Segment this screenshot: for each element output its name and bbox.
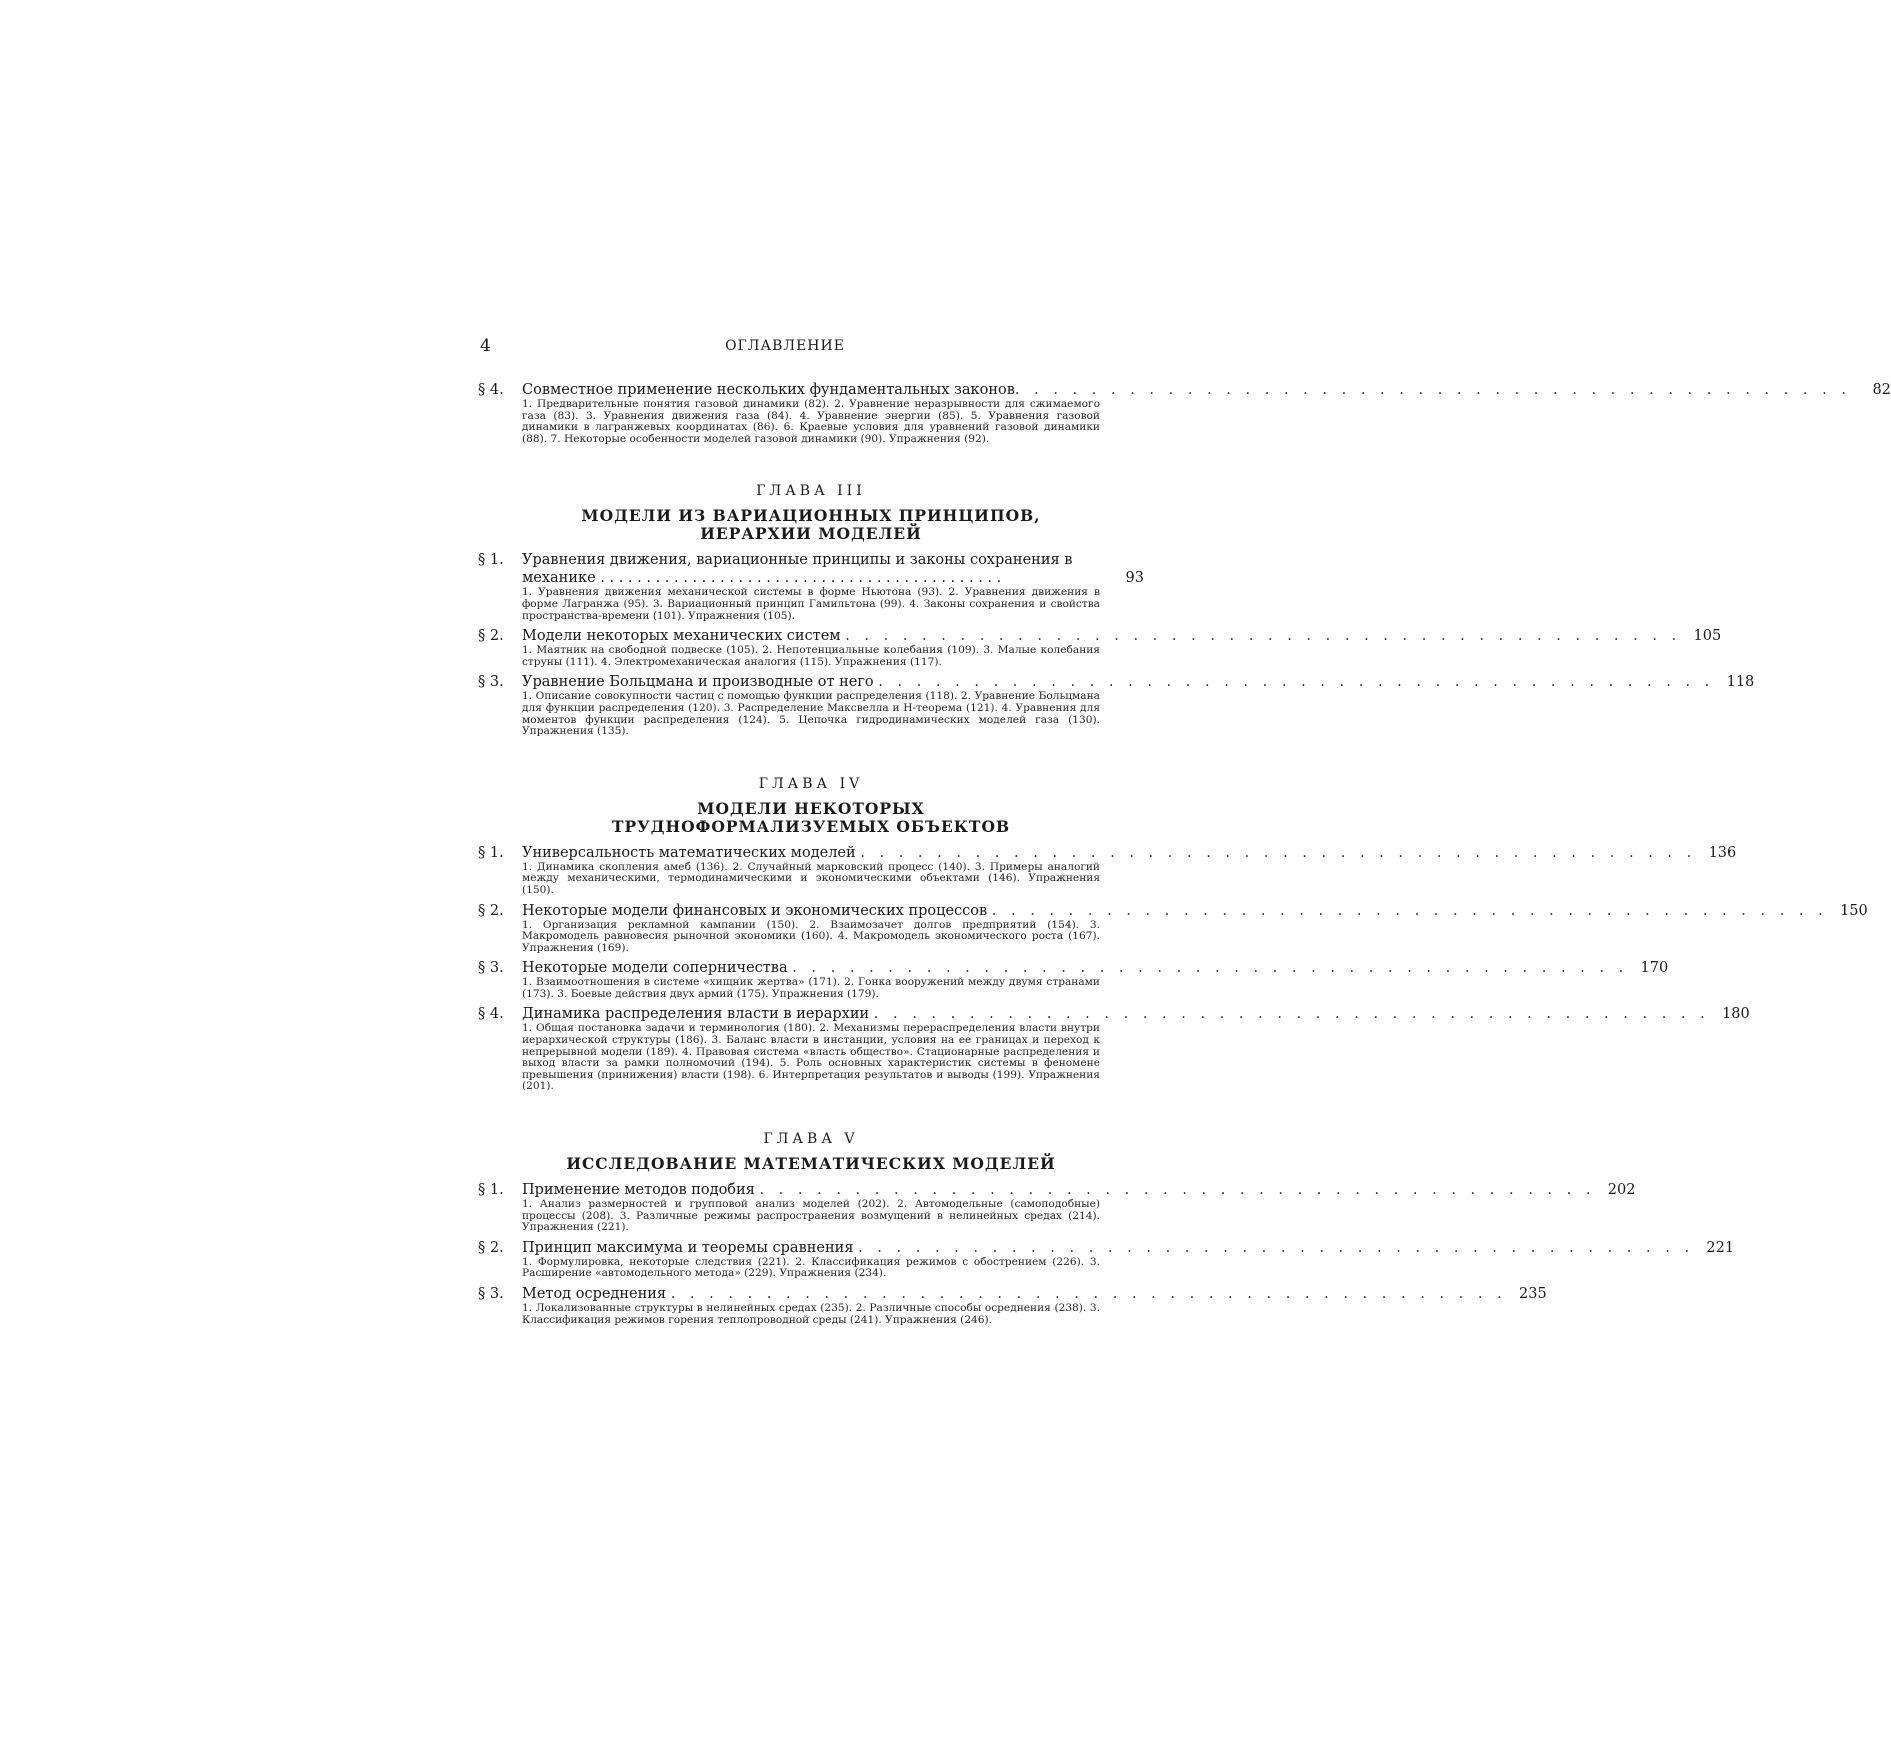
section-number: § 4. <box>478 382 504 398</box>
leader-dots: . . . . . . . . . . . . . . . . . . . . . . . . . . . . . . . . . . . . . . . . . . . . <box>858 1239 1695 1256</box>
toc-entry[interactable] <box>478 1181 1636 1234</box>
section-title: Уравнение Больцмана и производные от него . . . . . . . . . . . . . . . . . . . . . . . . . . . . . . . . . . . . . . . . . . . . <box>522 674 1715 691</box>
section-title: Некоторые модели соперничества . . . . . . . . . . . . . . . . . . . . . . . . . . . . . . . . . . . . . . . . . . . . <box>522 960 1629 977</box>
section-title: Модели некоторых механических систем . . . . . . . . . . . . . . . . . . . . . . . . . . . . . . . . . . . . . . . . . . . . <box>522 628 1682 645</box>
leader-dots: . . . . . . . . . . . . . . . . . . . . . . . . . . . . . . . . . . . . . . . . . . . . <box>845 628 1682 645</box>
chapter-label: ГЛАВА III <box>756 483 866 500</box>
chapter-title: МОДЕЛИ ИЗ ВАРИАЦИОННЫХ ПРИНЦИПОВ, ИЕРАРХИИ МОДЕЛЕЙ <box>581 506 1041 544</box>
running-head <box>480 336 1090 358</box>
toc-content <box>478 381 1891 1331</box>
section-page: 180 <box>1722 1006 1750 1023</box>
toc-entry[interactable] <box>478 1239 1735 1280</box>
leader-dots: . . . . . . . . . . . . . . . . . . . . . . . . . . . . . . . . . . . . . . . . . . . . <box>860 844 1697 861</box>
section-number: § 1. <box>478 844 504 861</box>
section-page: 105 <box>1693 628 1722 645</box>
subsection-list: 1. Взаимоотношения в системе «хищник жертва» (171). 2. Гонка вооружений между двумя странами (173). 3. Боевые действия двух армий (175). Упражнения (179). <box>522 976 1100 1000</box>
running-title: ОГЛАВЛЕНИЕ <box>725 338 845 354</box>
subsection-list: 1. Предварительные понятия газовой динамики (82). 2. Уравнение неразрывности для сжимаемого газа (83). 3. Уравнения движения газа (84). 4. Уравнение энергии (85). 5. Уравнения газовой динамики в лагранжевых координатах (86). 6. Краевые условия для уравнений газовой динамики (88). 7. Некоторые особенности моделей газовой динамики (90). Упражнения (92). <box>522 398 1100 445</box>
section-page: 93 <box>1125 570 1144 587</box>
chapter-label: ГЛАВА IV <box>758 775 864 792</box>
leader-dots: . . . . . . . . . . . . . . . . . . . . . . . . . . . . . . . . . . . . . . . . . . . . <box>1014 382 1851 398</box>
toc-entry[interactable] <box>478 1005 1750 1093</box>
toc-entry[interactable] <box>478 902 1868 955</box>
subsection-list: 1. Организация рекламной кампании (150). 2. Взаимозачет долгов предприятий (154). 3. Макромодель равновесия рыночной экономики (160). 4. Макромодель экономического роста (167). Упражнения (169). <box>522 918 1100 954</box>
section-number: § 4. <box>478 1006 504 1023</box>
section-page: 221 <box>1706 1239 1735 1256</box>
section-number: § 3. <box>478 674 504 691</box>
leader-dots: . . . . . . . . . . . . . . . . . . . . . . . . . . . . . . . . . . . . . . . . . . . . <box>991 902 1828 919</box>
section-page: 235 <box>1519 1286 1547 1302</box>
section-page: 202 <box>1607 1182 1636 1199</box>
section-page: 118 <box>1726 674 1755 691</box>
subsection-list: 1. Локализованные структуры в нелинейных средах (235). 2. Различные способы осреднения (238). 3. Классификация режимов горения теплопроводной среды (241). Упражнения (246). <box>522 1302 1100 1326</box>
leader-dots: . . . . . . . . . . . . . . . . . . . . . . . . . . . . . . . . . . . . . . . . . . . . <box>670 1286 1507 1302</box>
section-page: 170 <box>1640 960 1669 977</box>
section-title: Динамика распределения власти в иерархии . . . . . . . . . . . . . . . . . . . . . . . . . . . . . . . . . . . . . . . . . . . . <box>522 1006 1710 1023</box>
chapter-heading <box>478 483 1144 543</box>
toc-entry[interactable] <box>478 1285 1547 1326</box>
toc-entry[interactable]: § 1. Уравнения движения, вариационные принципы и законы сохранения в механике . . . . . . . . . . . . . . . . . . . . . . . . . . . . . . . . . . . . . . . . . . . . 93 1. Уравнения движения механической системы в форме Ньютона (93). 2. Уравнения движения в форме Лагранжа (95). 3. Вариационный принцип Гамильтона (99). 4. Законы сохранения и свойства пространства-времени (101). Упражнения (105). <box>478 552 1144 622</box>
leader-dots: . . . . . . . . . . . . . . . . . . . . . . . . . . . . . . . . . . . . . . . . . . . . <box>878 674 1715 691</box>
toc-entry[interactable] <box>478 627 1722 668</box>
leader-dots: . . . . . . . . . . . . . . . . . . . . . . . . . . . . . . . . . . . . . . . . . . . . <box>600 570 1002 587</box>
section-page: 136 <box>1708 844 1737 861</box>
leader-dots: . . . . . . . . . . . . . . . . . . . . . . . . . . . . . . . . . . . . . . . . . . . . <box>792 960 1629 977</box>
subsection-list: 1. Описание совокупности частиц с помощью функции распределения (118). 2. Уравнение Больцмана для функции распределения (120). 3. Распределение Максвелла и H-теорема (121). 4. Уравнения для моментов функции распределения (124). 5. Цепочка гидродинамических моделей газа (130). Упражнения (135). <box>522 690 1100 738</box>
subsection-list: 1. Маятник на свободной подвеске (105). 2. Непотенциальные колебания (109). 3. Малые колебания струны (111). 4. Электромеханическая аналогия (115). Упражнения (117). <box>522 644 1100 668</box>
section-number: § 1. <box>478 1182 504 1199</box>
section-page: 82 <box>1872 382 1891 398</box>
toc-entry[interactable] <box>478 844 1737 897</box>
section-number: § 1. <box>478 552 504 569</box>
section-number: § 3. <box>478 960 504 977</box>
section-title: Применение методов подобия . . . . . . . . . . . . . . . . . . . . . . . . . . . . . . . . . . . . . . . . . . . . <box>522 1182 1596 1199</box>
section-number: § 2. <box>478 902 504 919</box>
page-number: 4 <box>480 336 491 356</box>
section-number: § 2. <box>478 1239 504 1256</box>
section-number: § 2. <box>478 628 504 645</box>
chapter-heading <box>478 776 1144 836</box>
section-title: Метод осреднения . . . . . . . . . . . . . . . . . . . . . . . . . . . . . . . . . . . . . . . . . . . . <box>522 1286 1507 1302</box>
toc-entry[interactable] <box>478 381 1891 445</box>
leader-dots: . . . . . . . . . . . . . . . . . . . . . . . . . . . . . . . . . . . . . . . . . . . . <box>759 1182 1596 1199</box>
leader-dots: . . . . . . . . . . . . . . . . . . . . . . . . . . . . . . . . . . . . . . . . . . . . <box>873 1006 1710 1023</box>
section-title: Уравнения движения, вариационные принципы и законы сохранения в <box>522 552 1073 569</box>
subsection-list: 1. Уравнения движения механической системы в форме Ньютона (93). 2. Уравнения движения в форме Лагранжа (95). 3. Вариационный принцип Гамильтона (99). 4. Законы сохранения и свойства пространства-времени (101). Упражнения (105). <box>522 586 1100 622</box>
chapter-heading <box>478 1131 1144 1173</box>
chapter-label: ГЛАВА V <box>763 1131 859 1148</box>
chapter-title: ИССЛЕДОВАНИЕ МАТЕМАТИЧЕСКИХ МОДЕЛЕЙ <box>566 1154 1056 1174</box>
section-number: § 3. <box>478 1286 504 1302</box>
subsection-list: 1. Общая постановка задачи и терминология (180). 2. Механизмы перераспределения власти внутри иерархической структуры (186). 3. Баланс власти в инстанции, условия на ее границах и переход к непрерывной модели (189). 4. Правовая система «власть общество». Стационарные распределения и выход власти за рамки полномочий (194). 5. Роль основных характеристик системы в феномене превышения (принижения) власти (198). 6. Интерпретация результатов и выводы (199). Упражнения (201). <box>522 1022 1100 1093</box>
section-title: Некоторые модели финансовых и экономических процессов . . . . . . . . . . . . . . . . . . . . . . . . . . . . . . . . . . . . . . . . . . . . <box>522 902 1828 919</box>
toc-entry[interactable] <box>478 673 1755 738</box>
section-title: Принцип максимума и теоремы сравнения . . . . . . . . . . . . . . . . . . . . . . . . . . . . . . . . . . . . . . . . . . . . <box>522 1239 1695 1256</box>
section-title: Совместное применение нескольких фундаментальных законов. . . . . . . . . . . . . . . . . . . . . . . . . . . . . . . . . . . . . . . . . . . . <box>522 382 1851 398</box>
section-page: 150 <box>1840 902 1868 919</box>
chapter-title: МОДЕЛИ НЕКОТОРЫХ ТРУДНОФОРМАЛИЗУЕМЫХ ОБЪЕКТОВ <box>611 798 1011 836</box>
subsection-list: 1. Анализ размерностей и групповой анализ моделей (202). 2. Автомодельные (самоподобные) процессы (208). 3. Различные режимы распространения возмущений в нелинейных средах (214). Упражнения (221). <box>522 1198 1100 1234</box>
toc-entry[interactable] <box>478 959 1669 1000</box>
section-title: Универсальность математических моделей . . . . . . . . . . . . . . . . . . . . . . . . . . . . . . . . . . . . . . . . . . . . <box>522 844 1697 861</box>
subsection-list: 1. Динамика скопления амеб (136). 2. Случайный марковский процесс (140). 3. Примеры аналогий между механическими, термодинамическими и экономическими объектами (146). Упражнения (150). <box>522 860 1100 896</box>
subsection-list: 1. Формулировка, некоторые следствия (221). 2. Классификация режимов с обострением (226). 3. Расширение «автомодельного метода» (229). Упражнения (234). <box>522 1255 1100 1280</box>
